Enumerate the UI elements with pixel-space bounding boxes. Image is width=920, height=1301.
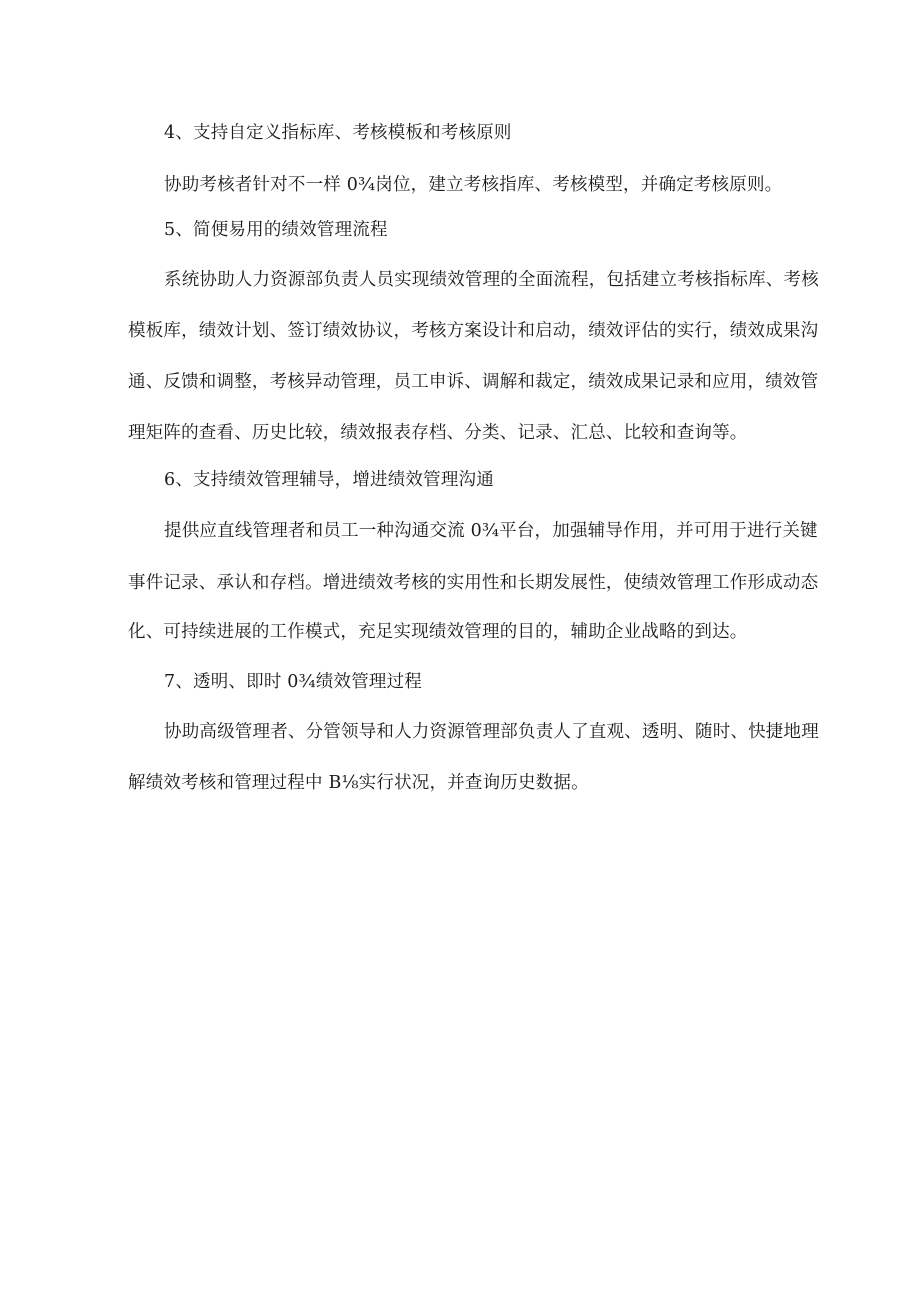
- section-heading-5: 5、简便易用的绩效管理流程: [164, 220, 388, 240]
- paragraph-line: 通、反馈和调整，考核异动管理，员工申诉、调解和裁定，绩效成果记录和应用，绩效管: [128, 372, 819, 392]
- paragraph-line: 模板库，绩效计划、签订绩效协议，考核方案设计和启动，绩效评估的实行，绩效成果沟: [128, 321, 819, 341]
- paragraph-line: 化、可持续进展的工作模式，充足实现绩效管理的目的，辅助企业战略的到达。: [128, 622, 748, 642]
- paragraph-line: 理矩阵的查看、历史比较，绩效报表存档、分类、记录、汇总、比较和查询等。: [128, 423, 748, 443]
- paragraph-line: 事件记录、承认和存档。增进绩效考核的实用性和长期发展性，使绩效管理工作形成动态: [128, 573, 819, 593]
- section-heading-6: 6、支持绩效管理辅导，增进绩效管理沟通: [164, 470, 494, 490]
- paragraph-line: 协助考核者针对不一样 0¾岗位，建立考核指库、考核模型，并确定考核原则。: [164, 175, 783, 195]
- paragraph-line: 解绩效考核和管理过程中 B⅛实行状况，并查询历史数据。: [128, 773, 589, 793]
- paragraph-line: 系统协助人力资源部负责人员实现绩效管理的全面流程，包括建立考核指标库、考核: [164, 270, 819, 290]
- paragraph-line: 协助高级管理者、分管领导和人力资源管理部负责人了直观、透明、随时、快捷地理: [164, 722, 819, 742]
- section-heading-4: 4、支持自定义指标库、考核模板和考核原则: [164, 123, 512, 143]
- section-heading-7: 7、透明、即时 0¾绩效管理过程: [164, 672, 422, 692]
- paragraph-line: 提供应直线管理者和员工一种沟通交流 0¾平台，加强辅导作用，并可用于进行关键: [164, 521, 818, 541]
